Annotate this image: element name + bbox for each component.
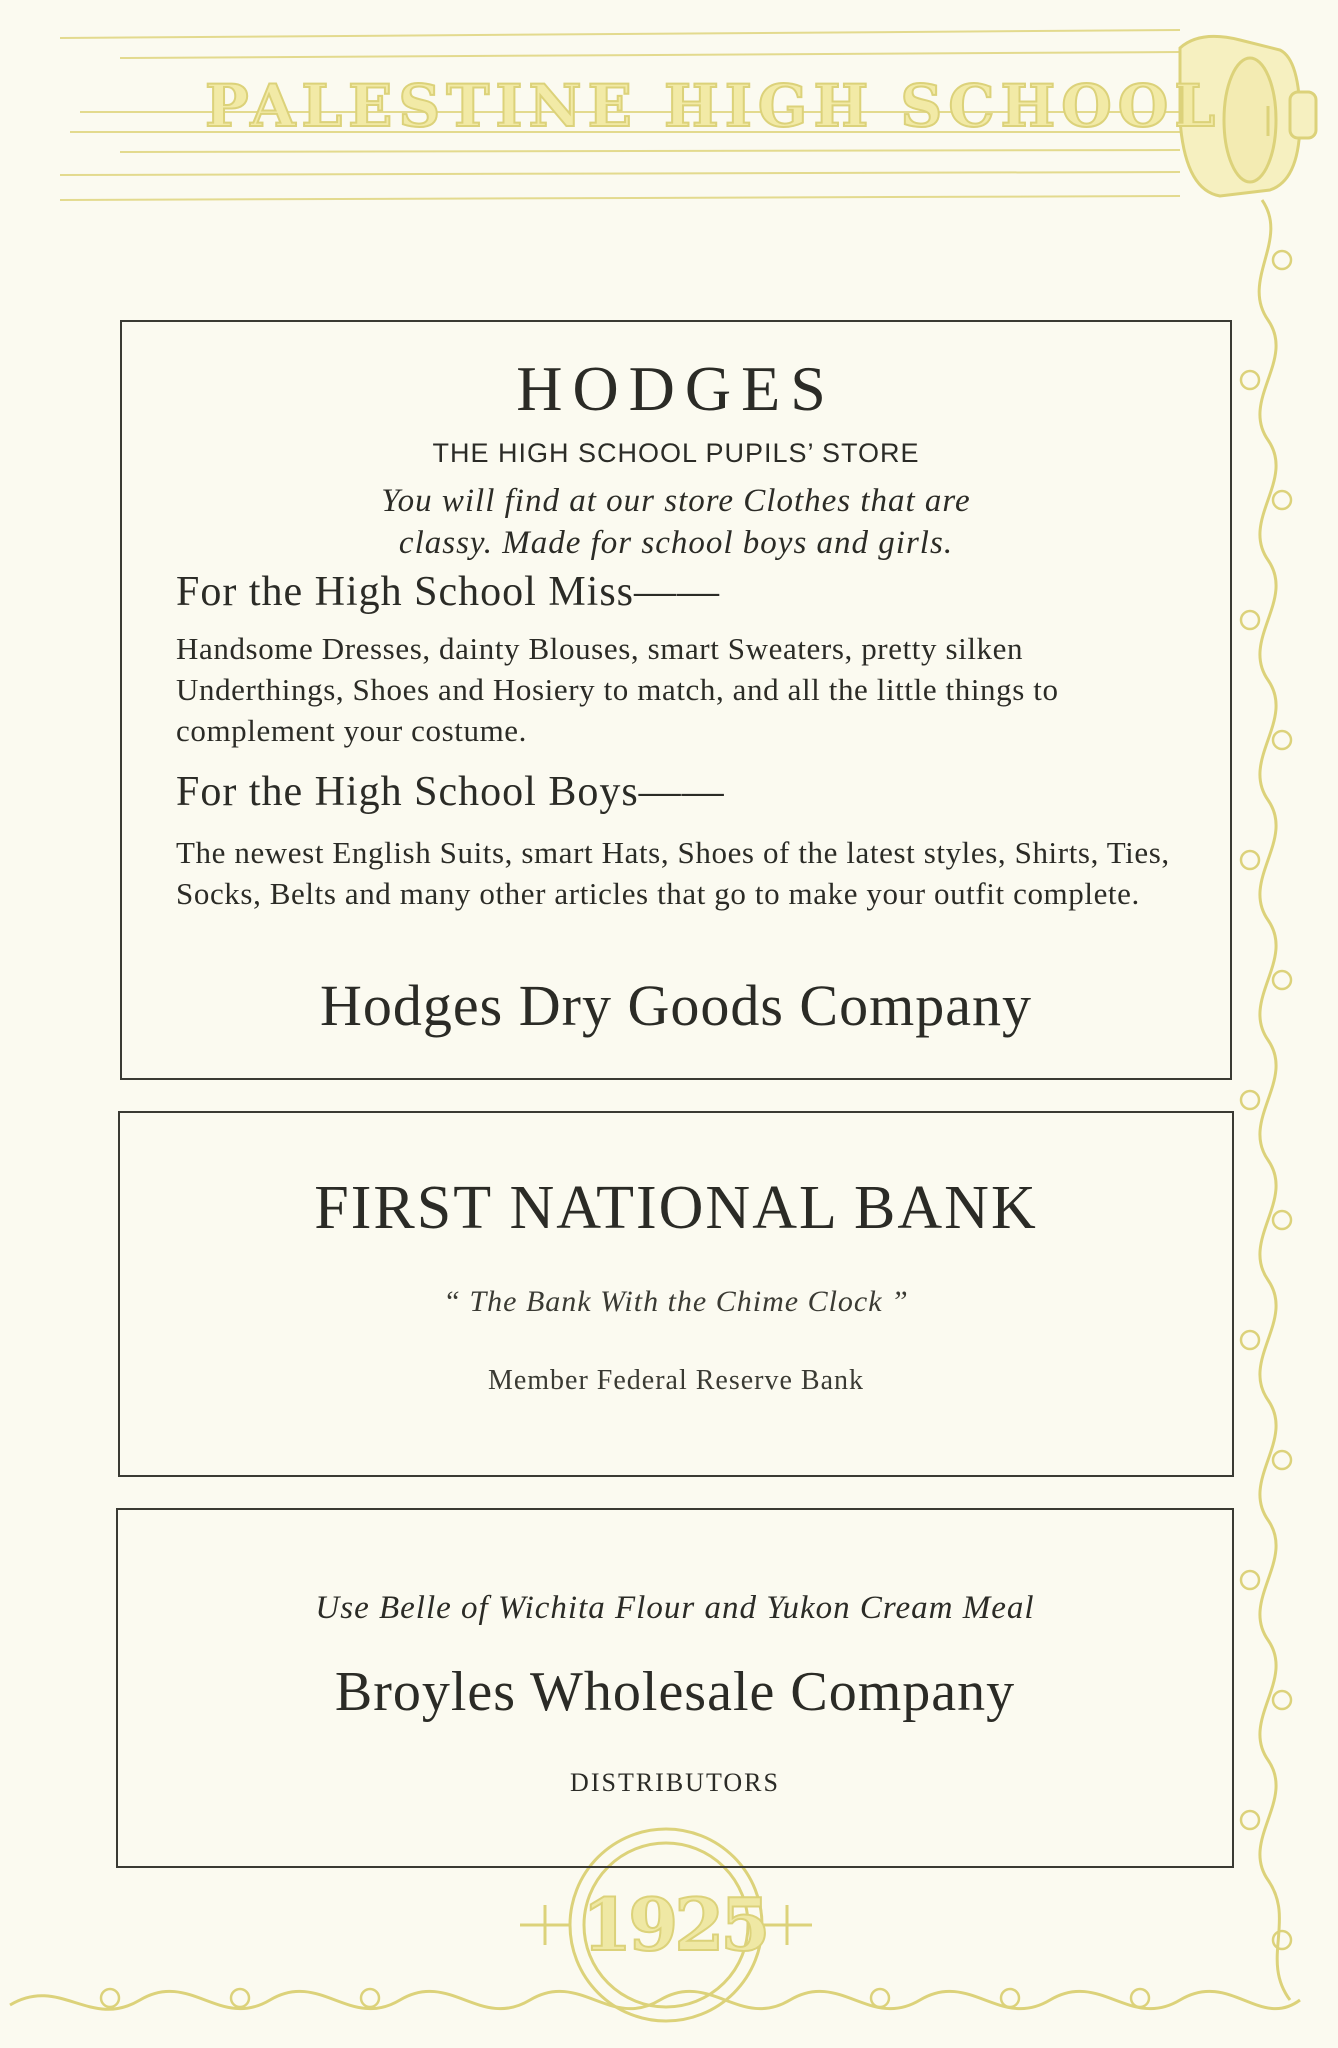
boys-heading: For the High School Boys—— [176,769,725,815]
broyles-company-name: Broyles Wholesale Company [334,1661,1016,1723]
hodges-advertisement [120,320,1232,1080]
bank-advertisement [118,1111,1234,1477]
bank-title: FIRST NATIONAL BANK [314,1174,1038,1242]
hodges-tagline-line2: classy. Made for school boys and girls. [398,525,954,561]
broyles-tagline: Use Belle of Wichita Flour and Yukon Cream Meal [315,1590,1035,1626]
miss-body-text: Handsome Dresses, dainty Blouses, smart Sweaters, pretty silken Underthings, Shoes and Hosiery to match, and all the little things to complement your costume. [176,631,1059,748]
right-vine-border [1259,200,1290,2000]
boys-body-text: The newest English Suits, smart Hats, Shoes of the latest styles, Shirts, Ties, Socks, Belts and many other articles that go to make your outfit complete. [176,835,1170,911]
school-name-header: PALESTINE HIGH SCHOOL [205,72,1222,140]
bank-tagline: “ The Bank With the Chime Clock ” [443,1285,909,1318]
hodges-tagline [122,480,1230,564]
hodges-title: HODGES [516,353,836,424]
broyles-role: DISTRIBUTORS [570,1768,780,1797]
hodges-subtitle: THE HIGH SCHOOL PUPILS’ STORE [432,438,920,468]
bank-member-text: Member Federal Reserve Bank [487,1365,865,1396]
hodges-company-name: Hodges Dry Goods Company [320,973,1032,1038]
year-label: 1925 [582,1882,767,1967]
hodges-tagline-line1: You will find at our store Clothes that are [381,483,971,519]
broyles-advertisement [116,1508,1234,1868]
miss-heading: For the High School Miss—— [176,569,721,615]
